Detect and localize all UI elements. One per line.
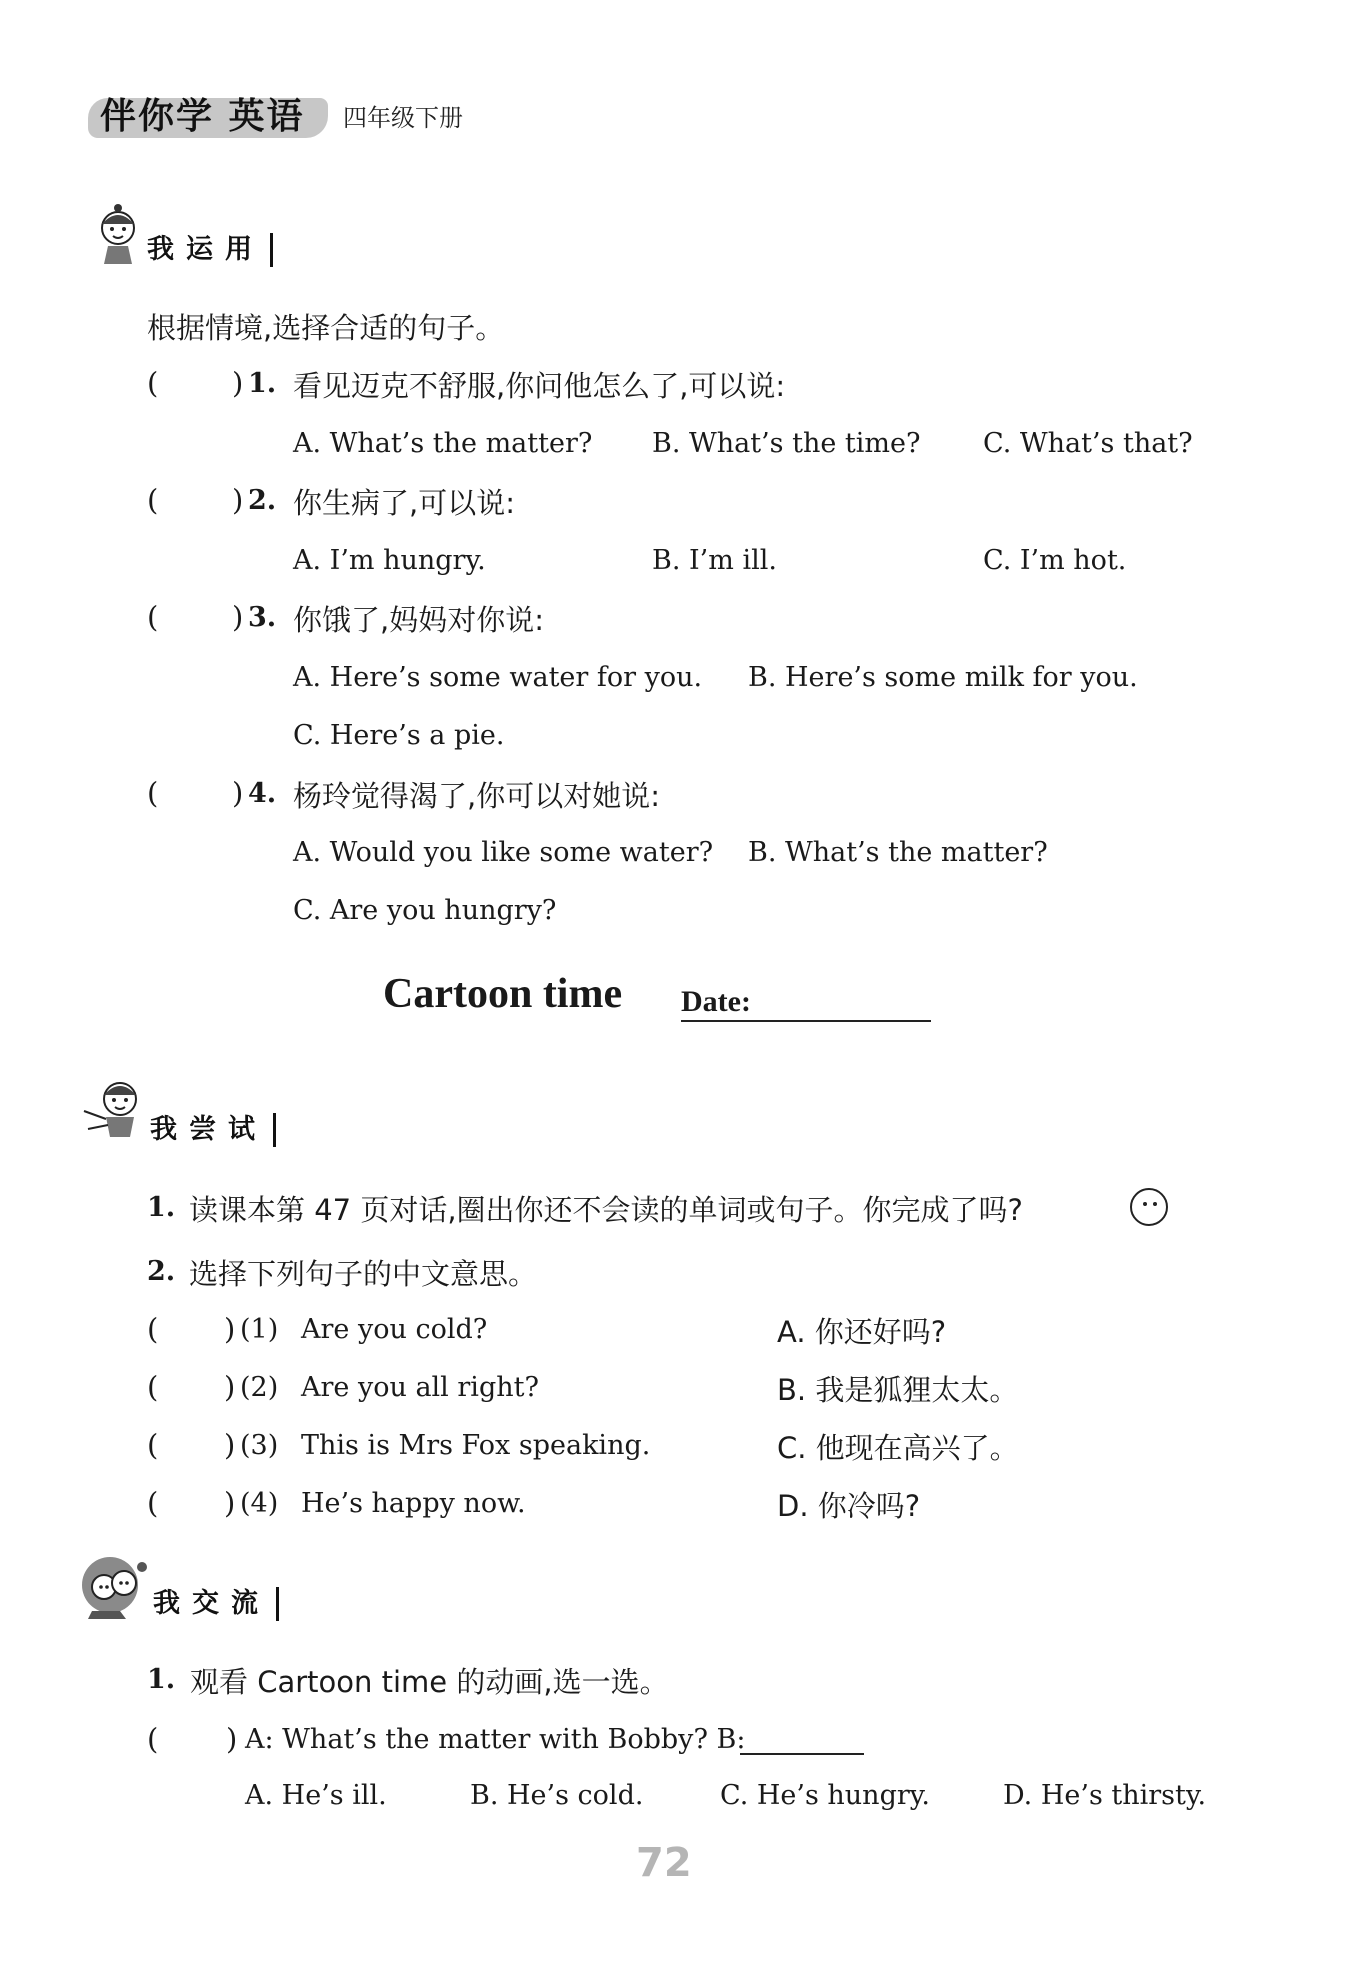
- match-row-english: Are you all right?: [301, 1372, 539, 1403]
- option-c: C. Are you hungry?: [293, 895, 557, 926]
- question-prompt: 你饿了,妈妈对你说:: [293, 603, 544, 637]
- dialogue-question: A: What’s the matter with Bobby? B:: [245, 1724, 746, 1755]
- item-number: 1.: [147, 1192, 176, 1223]
- match-row-english: He’s happy now.: [301, 1488, 526, 1519]
- question-number: 4.: [248, 778, 277, 809]
- question-prompt: 看见迈克不舒服,你问他怎么了,可以说:: [293, 369, 786, 403]
- section-title-use: 我运用: [147, 233, 273, 267]
- option-a: A. Would you like some water?: [293, 837, 714, 868]
- page-number: 72: [636, 1840, 692, 1886]
- match-row-number: (3): [240, 1430, 279, 1461]
- answer-paren-close: ): [224, 1370, 236, 1404]
- book-title: 伴你学 英语: [100, 96, 305, 137]
- question-number: 1.: [248, 368, 277, 399]
- answer-paren-open: (: [147, 1370, 159, 1404]
- option-a: A. I’m hungry.: [293, 545, 486, 576]
- question-number: 2.: [248, 485, 277, 516]
- match-row-english: This is Mrs Fox speaking.: [301, 1430, 651, 1461]
- answer-paren-open: (: [147, 1486, 159, 1520]
- option-c: C. He’s hungry.: [720, 1780, 931, 1811]
- match-row-number: (1): [240, 1314, 279, 1345]
- answer-paren-open: (: [147, 1722, 159, 1756]
- smiley-face-icon: [1130, 1188, 1168, 1226]
- answer-paren-close: ): [224, 1486, 236, 1520]
- answer-paren-open: (: [147, 600, 159, 634]
- match-option: A. 你还好吗?: [777, 1315, 947, 1349]
- answer-paren-close: ): [224, 1312, 236, 1346]
- answer-paren-close: ): [232, 483, 244, 517]
- answer-paren-close: ): [232, 366, 244, 400]
- option-c: C. I’m hot.: [983, 545, 1127, 576]
- option-c: C. Here’s a pie.: [293, 720, 505, 751]
- match-option: D. 你冷吗?: [777, 1489, 921, 1523]
- option-c: C. What’s that?: [983, 428, 1193, 459]
- match-row-english: Are you cold?: [301, 1314, 488, 1345]
- section-title-try: 我尝试: [150, 1113, 276, 1147]
- instruction-use: 根据情境,选择合适的句子。: [147, 311, 505, 345]
- option-b: B. He’s cold.: [470, 1780, 644, 1811]
- try-item-2-text: 选择下列句子的中文意思。: [189, 1257, 538, 1291]
- option-a: A. He’s ill.: [245, 1780, 387, 1811]
- answer-paren-open: (: [147, 483, 159, 517]
- question-prompt: 你生病了,可以说:: [293, 486, 515, 520]
- answer-paren-open: (: [147, 1428, 159, 1462]
- option-a: A. What’s the matter?: [293, 428, 593, 459]
- answer-paren-open: (: [147, 776, 159, 810]
- match-row-number: (4): [240, 1488, 279, 1519]
- match-option: B. 我是狐狸太太。: [777, 1373, 1019, 1407]
- date-blank-line: [681, 1020, 931, 1022]
- section-title-talk: 我交流: [153, 1587, 279, 1621]
- option-b: B. What’s the time?: [652, 428, 921, 459]
- option-b: B. What’s the matter?: [748, 837, 1048, 868]
- answer-paren-close: ): [232, 600, 244, 634]
- answer-paren-close: ): [232, 776, 244, 810]
- match-option: C. 他现在高兴了。: [777, 1431, 1019, 1465]
- try-item-1-text: 读课本第 47 页对话,圈出你还不会读的单词或句子。你完成了吗?: [189, 1193, 1023, 1227]
- cartoon-kid-waving-icon: [80, 1075, 150, 1143]
- answer-paren-open: (: [147, 1312, 159, 1346]
- cartoon-kids-talking-icon: [80, 1553, 152, 1621]
- option-d: D. He’s thirsty.: [1003, 1780, 1207, 1811]
- answer-paren-close: ): [224, 1428, 236, 1462]
- question-prompt: 杨玲觉得渴了,你可以对她说:: [293, 779, 660, 813]
- match-row-number: (2): [240, 1372, 279, 1403]
- answer-paren-close: ): [226, 1722, 238, 1756]
- option-b: B. I’m ill.: [652, 545, 777, 576]
- answer-blank-line: [740, 1753, 864, 1755]
- answer-paren-open: (: [147, 366, 159, 400]
- talk-item-1-text: 观看 Cartoon time 的动画,选一选。: [190, 1665, 669, 1699]
- book-subtitle: 四年级下册: [343, 104, 463, 132]
- question-number: 3.: [248, 602, 277, 633]
- cartoon-girl-icon: [88, 202, 146, 270]
- option-a: A. Here’s some water for you.: [293, 662, 703, 693]
- item-number: 1.: [147, 1664, 176, 1695]
- cartoon-time-heading: Cartoon time: [383, 971, 623, 1017]
- date-label: Date:: [681, 985, 751, 1018]
- item-number: 2.: [147, 1256, 176, 1287]
- option-b: B. Here’s some milk for you.: [748, 662, 1138, 693]
